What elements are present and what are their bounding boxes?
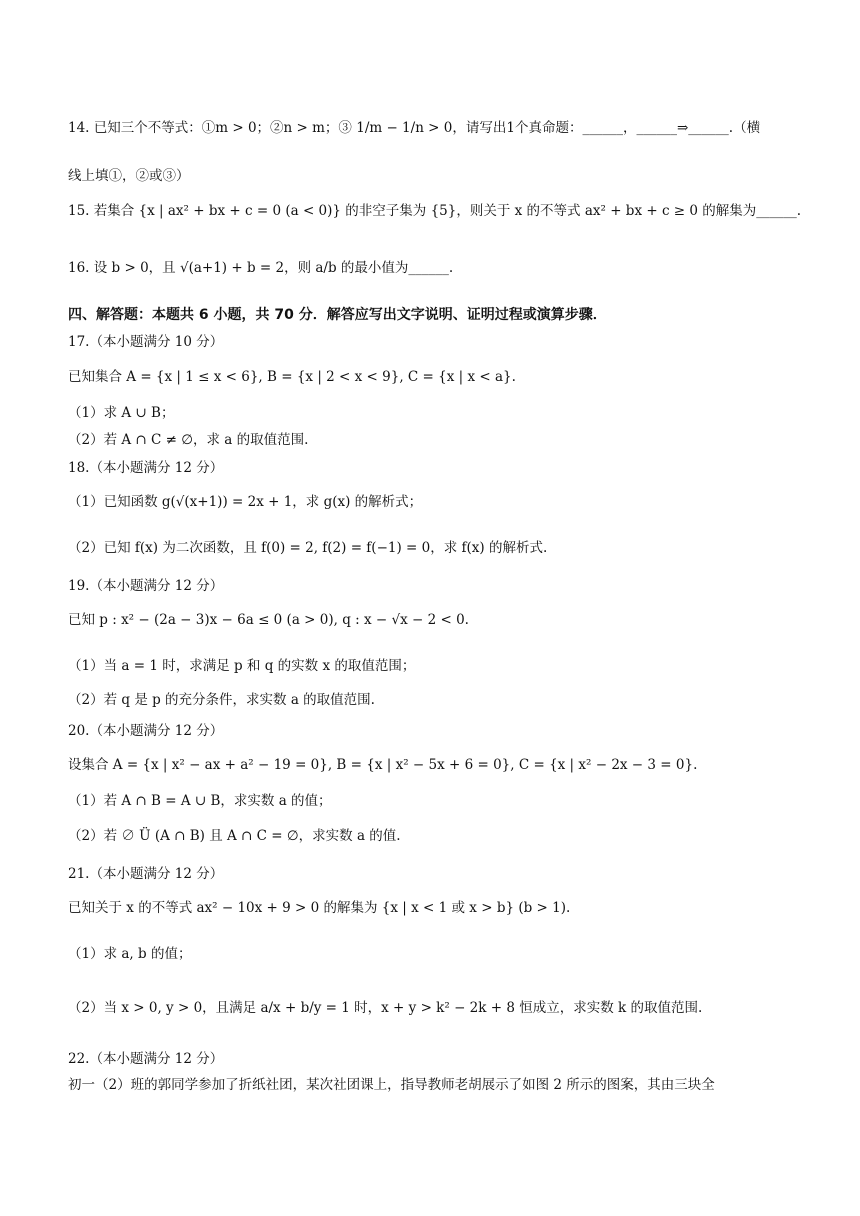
text-line-q16: 16. 设 b > 0，且 √(a+1) + b = 2，则 a/b 的最小值为______. xyxy=(68,260,454,276)
text-line-q20a: 设集合 A = {x | x² − ax + a² − 19 = 0}, B = {x | x² − 5x + 6 = 0}, C = {x | x² − 2x − 3 = 0}. xyxy=(68,757,698,773)
text-line-q17h: 17.（本小题满分 10 分） xyxy=(68,334,224,350)
text-line-q22a: 初一（2）班的郭同学参加了折纸社团，某次社团课上，指导教师老胡展示了如图 2 所示的图案，其由三块全 xyxy=(68,1077,715,1093)
text-line-q19a: 已知 p : x² − (2a − 3)x − 6a ≤ 0 (a > 0), q : x − √x − 2 < 0. xyxy=(68,612,469,628)
text-line-q20c: （2）若 ∅ Ü (A ∩ B) 且 A ∩ C = ∅，求实数 a 的值. xyxy=(68,828,401,844)
text-line-q21c: （2）当 x > 0, y > 0，且满足 a/x + b/y = 1 时，x + y > k² − 2k + 8 恒成立，求实数 k 的取值范围. xyxy=(68,1000,703,1016)
text-line-q19b: （1）当 a = 1 时，求满足 p 和 q 的实数 x 的取值范围； xyxy=(68,658,416,674)
text-line-q19h: 19.（本小题满分 12 分） xyxy=(68,578,224,594)
text-line-q18h: 18.（本小题满分 12 分） xyxy=(68,460,224,476)
text-line-q21b: （1）求 a, b 的值； xyxy=(68,946,192,962)
text-line-q15: 15. 若集合 {x | ax² + bx + c = 0 (a < 0)} 的非空子集为 {5}，则关于 x 的不等式 ax² + bx + c ≥ 0 的解集为______. xyxy=(68,203,802,219)
text-line-sec4: 四、解答题：本题共 6 小题，共 70 分．解答应写出文字说明、证明过程或演算步骤． xyxy=(68,307,607,323)
text-line-q22h: 22.（本小题满分 12 分） xyxy=(68,1051,224,1067)
text-line-q17a: 已知集合 A = {x | 1 ≤ x < 6}, B = {x | 2 < x < 9}, C = {x | x < a}. xyxy=(68,369,516,385)
text-line-q18b: （2）已知 f(x) 为二次函数，且 f(0) = 2, f(2) = f(−1) = 0，求 f(x) 的解析式. xyxy=(68,540,548,556)
text-line-q19c: （2）若 q 是 p 的充分条件，求实数 a 的取值范围. xyxy=(68,692,375,708)
text-line-q17b: （1）求 A ∪ B； xyxy=(68,405,175,421)
text-line-q18a: （1）已知函数 g(√(x+1)) = 2x + 1，求 g(x) 的解析式； xyxy=(68,494,423,510)
text-line-q20h: 20.（本小题满分 12 分） xyxy=(68,723,224,739)
text-line-q14a: 14. 已知三个不等式：①m > 0；②n > m；③ 1/m − 1/n > 0，请写出1个真命题：______，______⇒______.（横 xyxy=(68,120,761,136)
text-line-q17c: （2）若 A ∩ C ≠ ∅，求 a 的取值范围. xyxy=(68,432,309,448)
text-line-q21h: 21.（本小题满分 12 分） xyxy=(68,866,224,882)
text-line-q14b: 线上填①，②或③） xyxy=(68,168,190,184)
text-line-q20b: （1）若 A ∩ B = A ∪ B，求实数 a 的值； xyxy=(68,793,332,809)
text-line-q21a: 已知关于 x 的不等式 ax² − 10x + 9 > 0 的解集为 {x | x < 1 或 x > b} (b > 1). xyxy=(68,900,571,916)
